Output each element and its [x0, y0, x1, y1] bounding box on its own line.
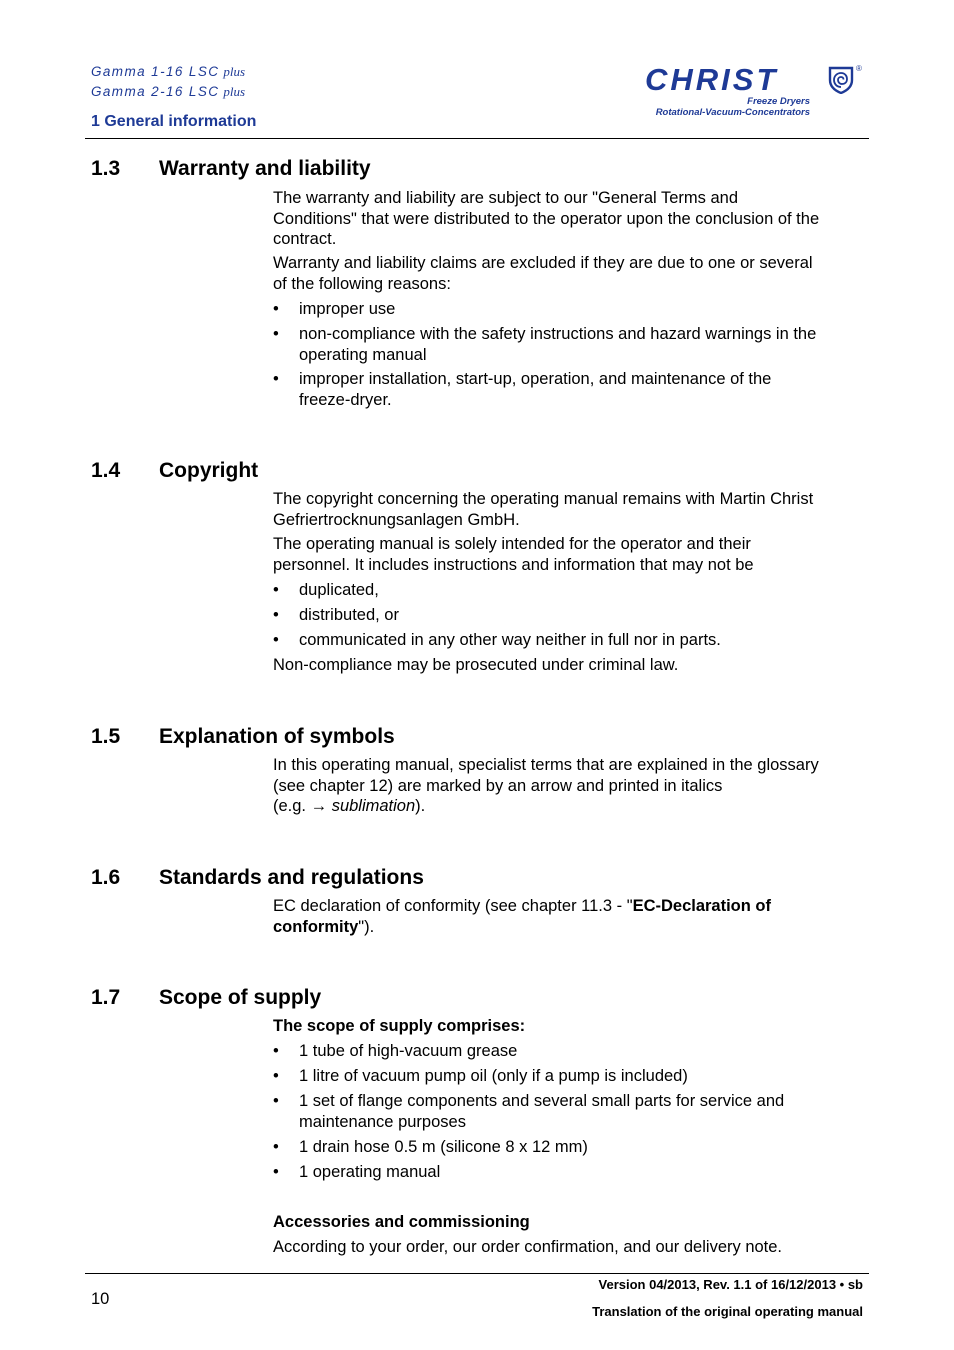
registered-mark: ®: [856, 64, 862, 73]
model-name-2: Gamma 2-16 LSC plus: [91, 84, 246, 99]
logo-tagline-1: Freeze Dryers: [747, 96, 810, 107]
logo-wordmark: CHRIST: [645, 62, 779, 97]
section-title: Scope of supply: [159, 986, 322, 1009]
header-rule: [85, 138, 869, 139]
model-name-1: Gamma 1-16 LSC plus: [91, 64, 246, 79]
section-title: Warranty and liability: [159, 157, 371, 180]
subheading: The scope of supply comprises:: [273, 1017, 526, 1035]
paragraph: EC declaration of conformity (see chapter 11.3 - "EC-Declaration of conformity").: [273, 897, 771, 936]
section-title: Copyright: [159, 459, 259, 482]
paragraph: In this operating manual, specialist terms that are explained in the glossary (see chapter 12) are marked by an arrow and printed in italics (e.g. → sublimation).: [273, 756, 819, 815]
version-info: Version 04/2013, Rev. 1.1 of 16/12/2013 • sb: [598, 1277, 863, 1292]
section-title: Explanation of symbols: [159, 725, 395, 748]
glossary-term: sublimation: [331, 797, 416, 815]
section-title: Standards and regulations: [159, 866, 424, 889]
footer-rule: [85, 1273, 869, 1274]
chapter-title: 1 General information: [91, 113, 257, 130]
section-number: 1.5: [91, 725, 121, 748]
paragraph: Warranty and liability claims are excluded if they are due to one or several of the following reasons:: [273, 254, 813, 293]
section-number: 1.7: [91, 986, 121, 1009]
christ-logo: [645, 62, 867, 120]
section-number: 1.6: [91, 866, 121, 889]
page-number: 10: [91, 1290, 110, 1308]
paragraph: Non-compliance may be prosecuted under criminal law.: [273, 656, 679, 674]
paragraph: The warranty and liability are subject to our "General Terms and Conditions" that were distributed to the operator upon the conclusion of the contract.: [273, 189, 820, 248]
paragraph: The copyright concerning the operating manual remains with Martin Christ Gefriertrocknungsanlagen GmbH.: [273, 490, 814, 529]
paragraph: The operating manual is solely intended for the operator and their personnel. It includes instructions and information that may not be: [273, 535, 754, 574]
page-header: [0, 0, 954, 140]
logo-tagline-2: Rotational-Vacuum-Concentrators: [655, 107, 810, 118]
shield-spiral-icon: [828, 66, 854, 94]
model-suffix-1: plus: [223, 64, 246, 79]
paragraph: According to your order, our order confirmation, and our delivery note.: [273, 1238, 783, 1256]
translation-note: Translation of the original operating manual: [592, 1304, 863, 1319]
section-number: 1.4: [91, 459, 121, 482]
subheading: Accessories and commissioning: [273, 1213, 530, 1231]
model-suffix-2: plus: [223, 84, 246, 99]
section-number: 1.3: [91, 157, 121, 180]
